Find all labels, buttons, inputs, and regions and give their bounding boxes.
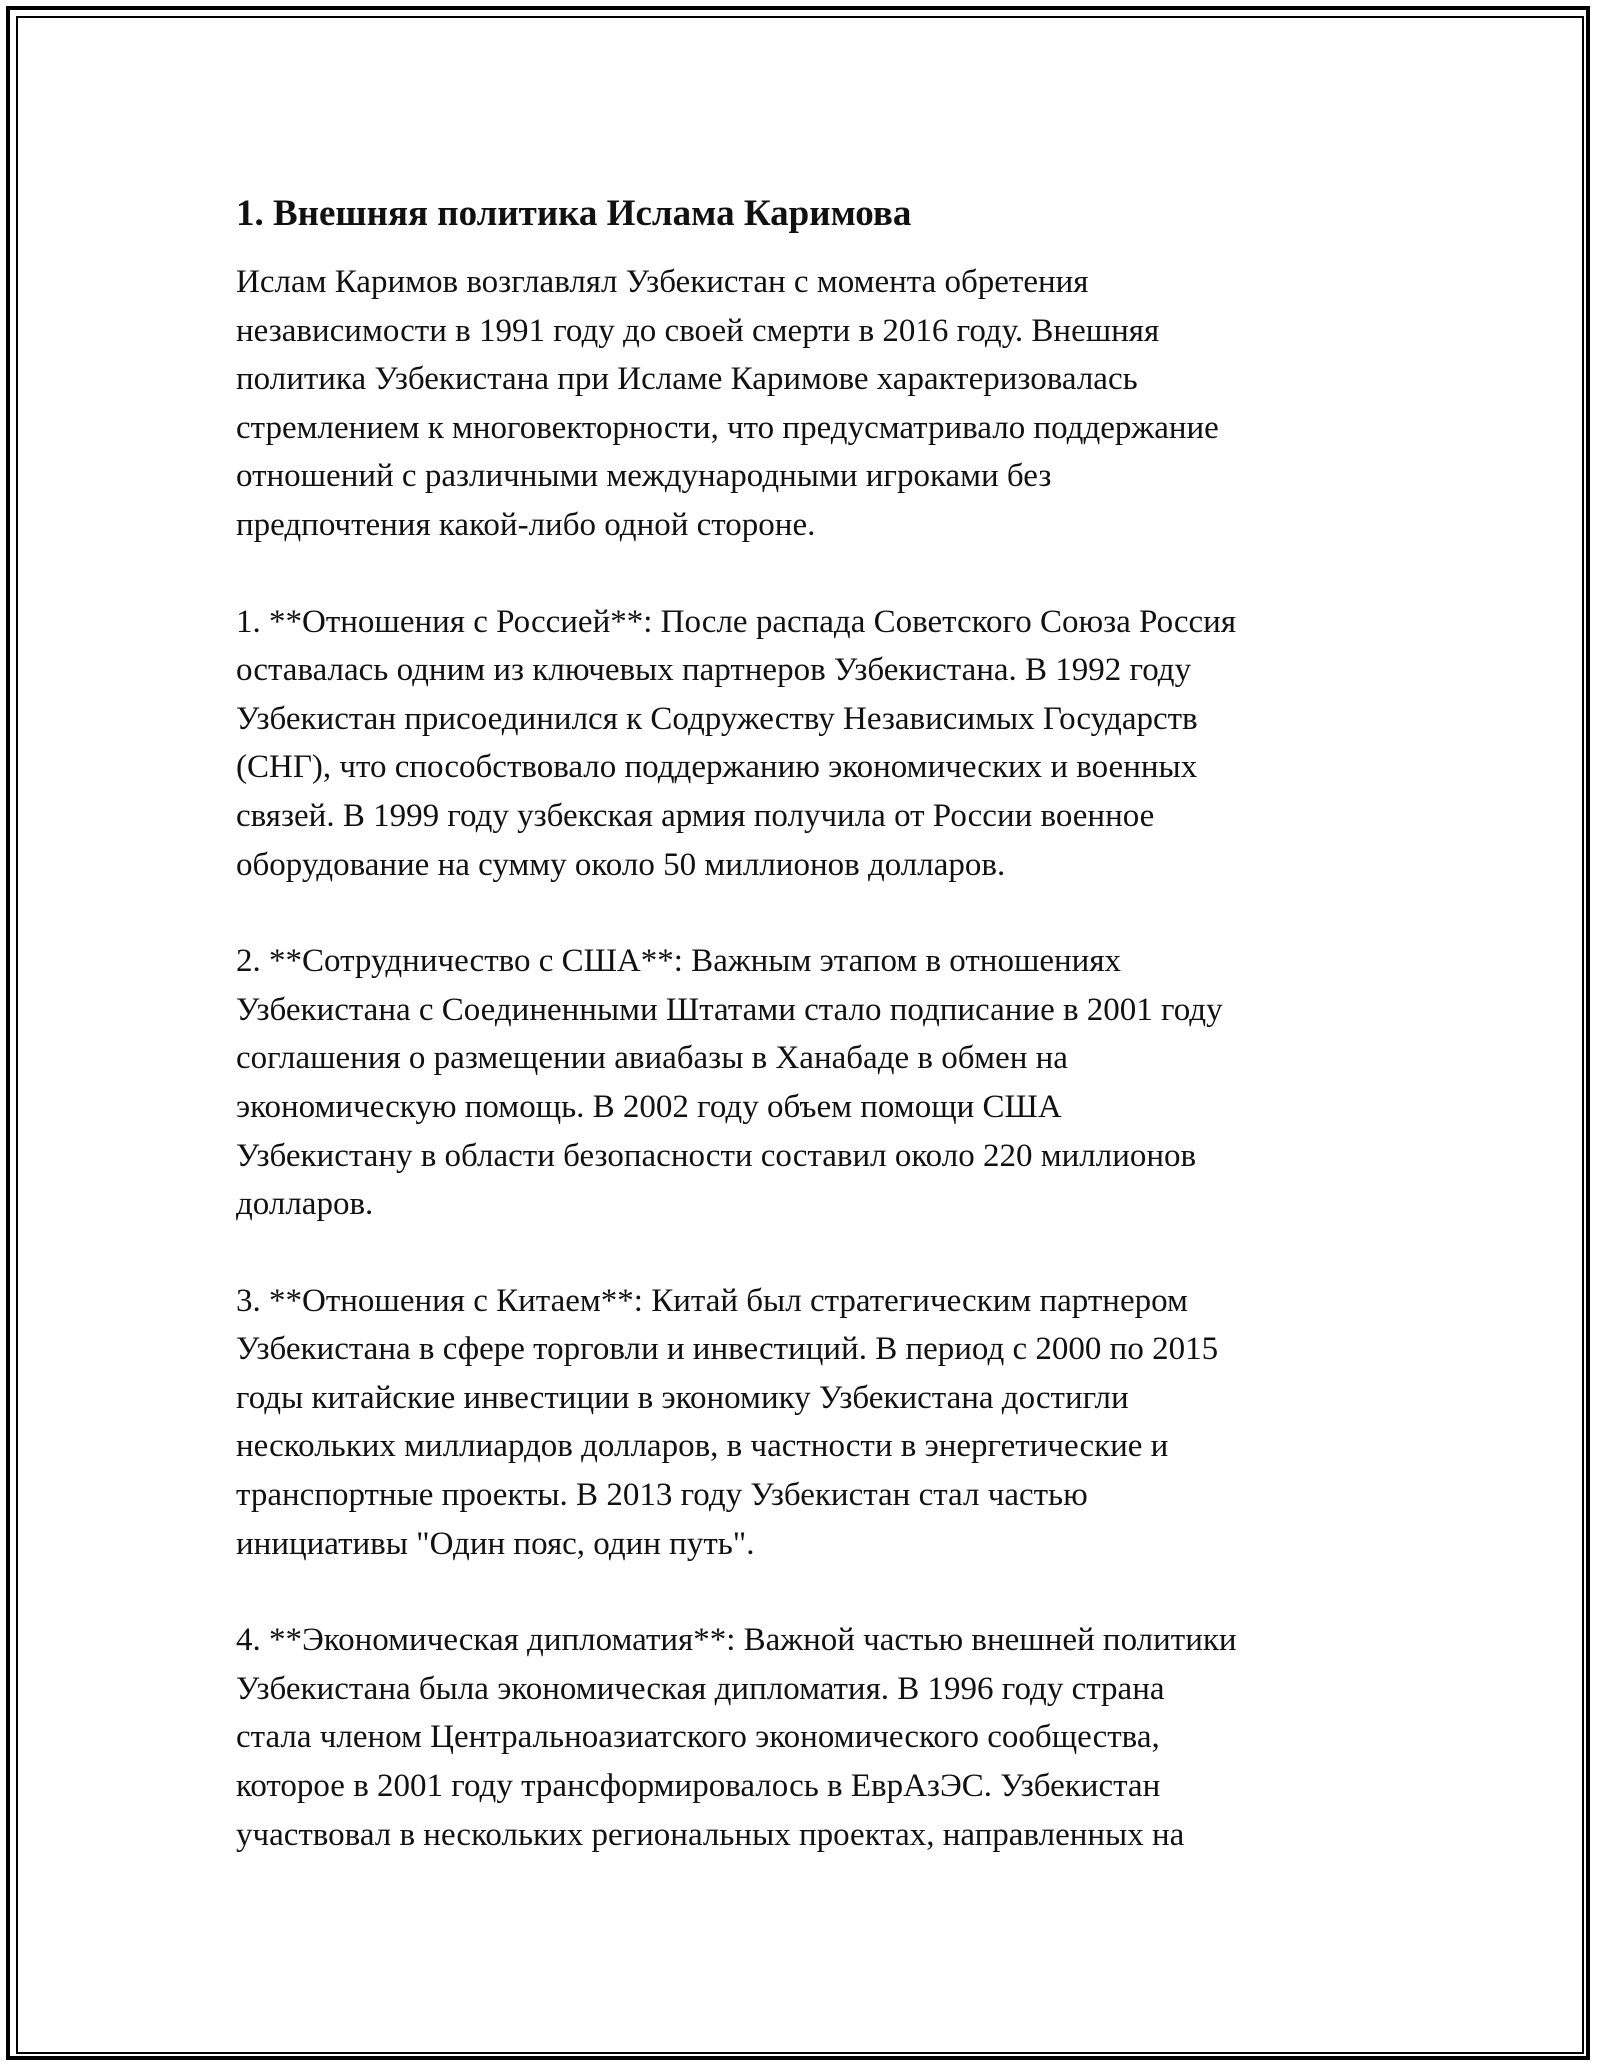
paragraph-russia: 1. **Отношения с Россией**: После распада Советского Союза Россия оставалась одним из ключевых партнеров Узбекистана. В 1992 году Узбекистан присоединился к Содружеству Независимых Государств (СНГ), что способствовало поддержанию экономических и военных связей. В 1999 году узбекская армия получила от России военное оборудование на сумму около 50 миллионов долларов. <box>236 603 1237 883</box>
paragraph-china: 3. **Отношения с Китаем**: Китай был стратегическим партнером Узбекистана в сфере торговли и инвестиций. В период с 2000 по 2015 годы китайские инвестиции в экономику Узбекистана достигли нескольких миллиардов долларов, в частности в энергетические и транспортные проекты. В 2013 году Узбекистан стал частью инициативы "Один пояс, один путь". <box>236 1282 1219 1562</box>
document-body <box>236 188 1376 1907</box>
paragraph-usa: 2. **Сотрудничество с США**: Важным этапом в отношениях Узбекистана с Соединенными Штатами стало подписание в 2001 году соглашения о размещении авиабазы в Ханабаде в обмен на экономическую помощь. В 2002 году объем помощи США Узбекистану в области безопасности составил около 220 миллионов долларов. <box>236 943 1223 1223</box>
paragraph-economic-diplomacy: 4. **Экономическая дипломатия**: Важной частью внешней политики Узбекистана была экономическая дипломатия. В 1996 году страна стала членом Центральноазиатского экономического сообщества, которое в 2001 году трансформировалось в ЕврАзЭС. Узбекистан участвовал в нескольких региональных проектах, направленных на <box>236 1622 1237 1853</box>
document-title: 1. Внешняя политика Ислама Каримова <box>236 193 912 234</box>
intro-paragraph: Ислам Каримов возглавлял Узбекистан с момента обретения независимости в 1991 году до своей смерти в 2016 году. Внешняя политика Узбекистана при Исламе Каримове характеризовалась стремлением к многовекторности, что предусматривало поддержание отношений с различными международными игроками без предпочтения какой-либо одной стороне. <box>236 264 1219 543</box>
